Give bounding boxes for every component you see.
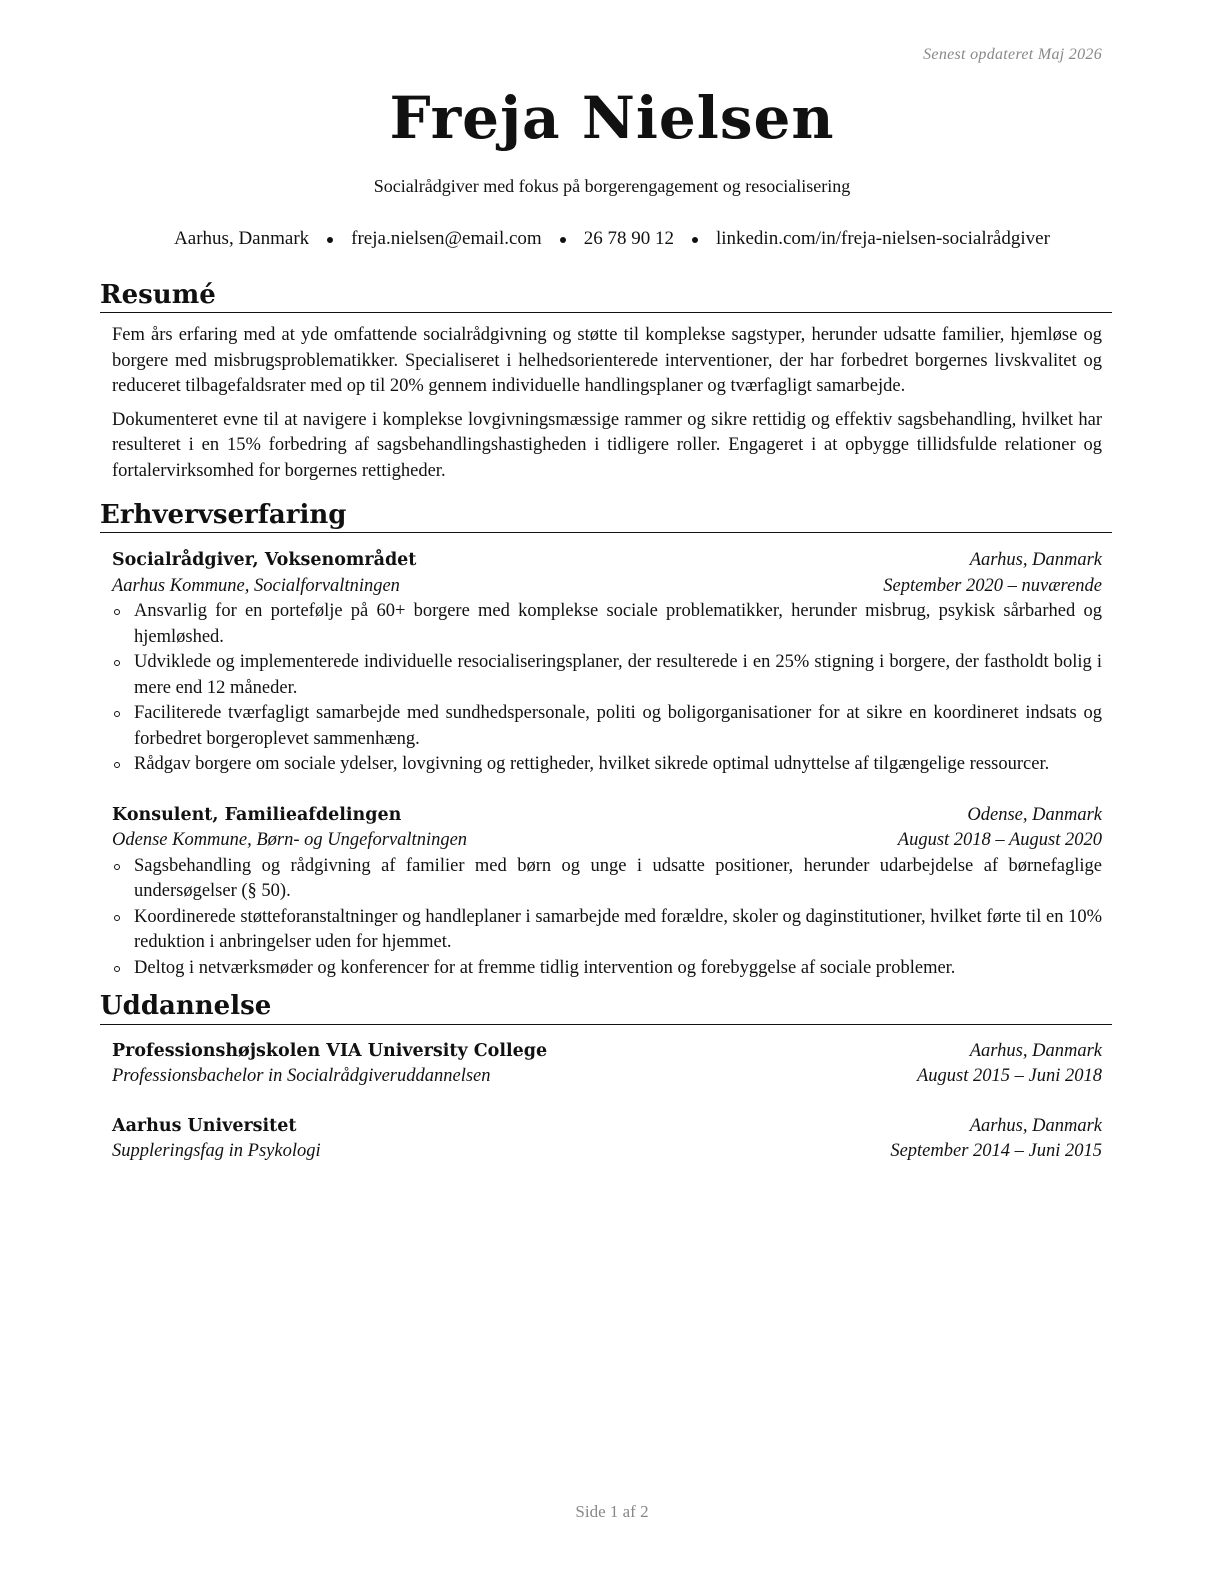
- list-item: Faciliterede tværfagligt samarbejde med sundhedspersonale, politi og boligorganisationer for at sikre en koordineret indsats og forbedret borgeroplevet sammenhæng.: [134, 701, 1102, 752]
- education-dates: September 2014 – Juni 2015: [890, 1141, 1102, 1162]
- section-title: Uddannelse: [100, 991, 1112, 1024]
- contact-phone: 26 78 90 12: [583, 228, 674, 249]
- contact-location: Aarhus, Danmark: [174, 228, 310, 249]
- headline: Socialrådgiver med fokus på borgerengagement og resocialisering: [373, 176, 851, 196]
- contact-email[interactable]: freja.nielsen@email.com: [351, 228, 542, 249]
- contact-bar: [0, 228, 1224, 250]
- contact-linkedin[interactable]: linkedin.com/in/freja-nielsen-socialrådgiver: [715, 228, 1050, 249]
- school-name: Professionshøjskolen VIA University College: [112, 1040, 548, 1061]
- job-location: Aarhus, Danmark: [969, 550, 1102, 571]
- job-bullets: [100, 599, 1112, 778]
- school-location: Aarhus, Danmark: [969, 1115, 1102, 1136]
- education-entry: [100, 1039, 1112, 1090]
- degree: Suppleringsfag in Psykologi: [112, 1141, 321, 1162]
- section-title: Erhvervserfaring: [100, 500, 1112, 533]
- last-updated: Senest opdateret Maj 2026: [923, 46, 1102, 63]
- education-dates: August 2015 – Juni 2018: [917, 1066, 1102, 1087]
- entry-header: [112, 1039, 1102, 1065]
- list-item: Deltog i netværksmøder og konferencer for at fremme tidlig intervention og forebyggelse af sociale problemer.: [134, 956, 1102, 982]
- entry-subheader: [112, 1139, 1102, 1165]
- job-organization: Odense Kommune, Børn- og Ungeforvaltningen: [112, 830, 468, 851]
- entry-subheader: [112, 574, 1102, 600]
- entry-header: [112, 548, 1102, 574]
- education-entry: [100, 1114, 1112, 1165]
- job-title: Socialrådgiver, Voksenområdet: [112, 550, 417, 571]
- school-location: Aarhus, Danmark: [969, 1040, 1102, 1061]
- list-item: Udviklede og implementerede individuelle resocialiseringsplaner, der resulterede i en 25% stigning i borgere, der fastholdt bolig i mere end 12 måneder.: [134, 650, 1102, 701]
- section-title: Resumé: [100, 280, 1112, 313]
- bullet-separator-icon: [327, 237, 333, 243]
- education-section: [100, 991, 1112, 1164]
- bullet-separator-icon: [692, 237, 698, 243]
- job-location: Odense, Danmark: [967, 804, 1102, 825]
- list-item: Ansvarlig for en portefølje på 60+ borgere med komplekse sociale problematikker, herunder misbrug, psykisk sårbarhed og hjemløshed.: [134, 599, 1102, 650]
- list-item: Rådgav borgere om sociale ydelser, lovgivning og rettigheder, hvilket sikrede optimal udnyttelse af tilgængelige ressourcer.: [134, 752, 1102, 778]
- job-bullets: [100, 854, 1112, 982]
- candidate-name: Freja Nielsen: [389, 84, 835, 152]
- job-dates: September 2020 – nuværende: [883, 575, 1102, 596]
- resume-body: [100, 280, 1112, 1171]
- bullet-separator-icon: [560, 237, 566, 243]
- job-entry: [100, 548, 1112, 599]
- job-dates: August 2018 – August 2020: [897, 830, 1102, 851]
- entry-subheader: [112, 828, 1102, 854]
- list-item: Koordinerede støtteforanstaltninger og handleplaner i samarbejde med forældre, skoler og daginstitutioner, hvilket førte til en 10% reduktion i anbringelser uden for hjemmet.: [134, 905, 1102, 956]
- job-title: Konsulent, Familieafdelingen: [112, 804, 402, 825]
- page-number: Side 1 af 2: [575, 1502, 649, 1521]
- entry-header: [112, 803, 1102, 829]
- job-entry: [100, 803, 1112, 854]
- experience-section: [100, 500, 1112, 981]
- list-item: Sagsbehandling og rådgivning af familier med børn og unge i udsatte positioner, herunder udarbejdelse af børnefaglige undersøgelser (§ 50).: [134, 854, 1102, 905]
- entry-subheader: [112, 1064, 1102, 1090]
- job-organization: Aarhus Kommune, Socialforvaltningen: [112, 575, 400, 596]
- summary-section: [100, 280, 1112, 484]
- summary-paragraph: Dokumenteret evne til at navigere i komplekse lovgivningsmæssige rammer og sikre rettidig og effektiv sagsbehandling, hvilket har resulteret i en 15% forbedring af sagsbehandlingshastigheden i tidligere roller. Engageret i at opbygge tillidsfulde relationer og fortalervirksomhed for borgernes rettigheder.: [112, 409, 1102, 481]
- entry-header: [112, 1114, 1102, 1140]
- summary-paragraph: Fem års erfaring med at yde omfattende socialrådgivning og støtte til komplekse sagstyper, herunder udsatte familier, hjemløse og borgere med misbrugsproblematikker. Specialiseret i helhedsorienterede interventioner, der har forbedret borgernes livskvalitet og reduceret tilbagefaldsrater med op til 20% gennem individuelle handlingsplaner og tværfagligt samarbejde.: [112, 325, 1102, 397]
- school-name: Aarhus Universitet: [112, 1115, 297, 1136]
- degree: Professionsbachelor in Socialrådgiveruddannelsen: [112, 1066, 491, 1087]
